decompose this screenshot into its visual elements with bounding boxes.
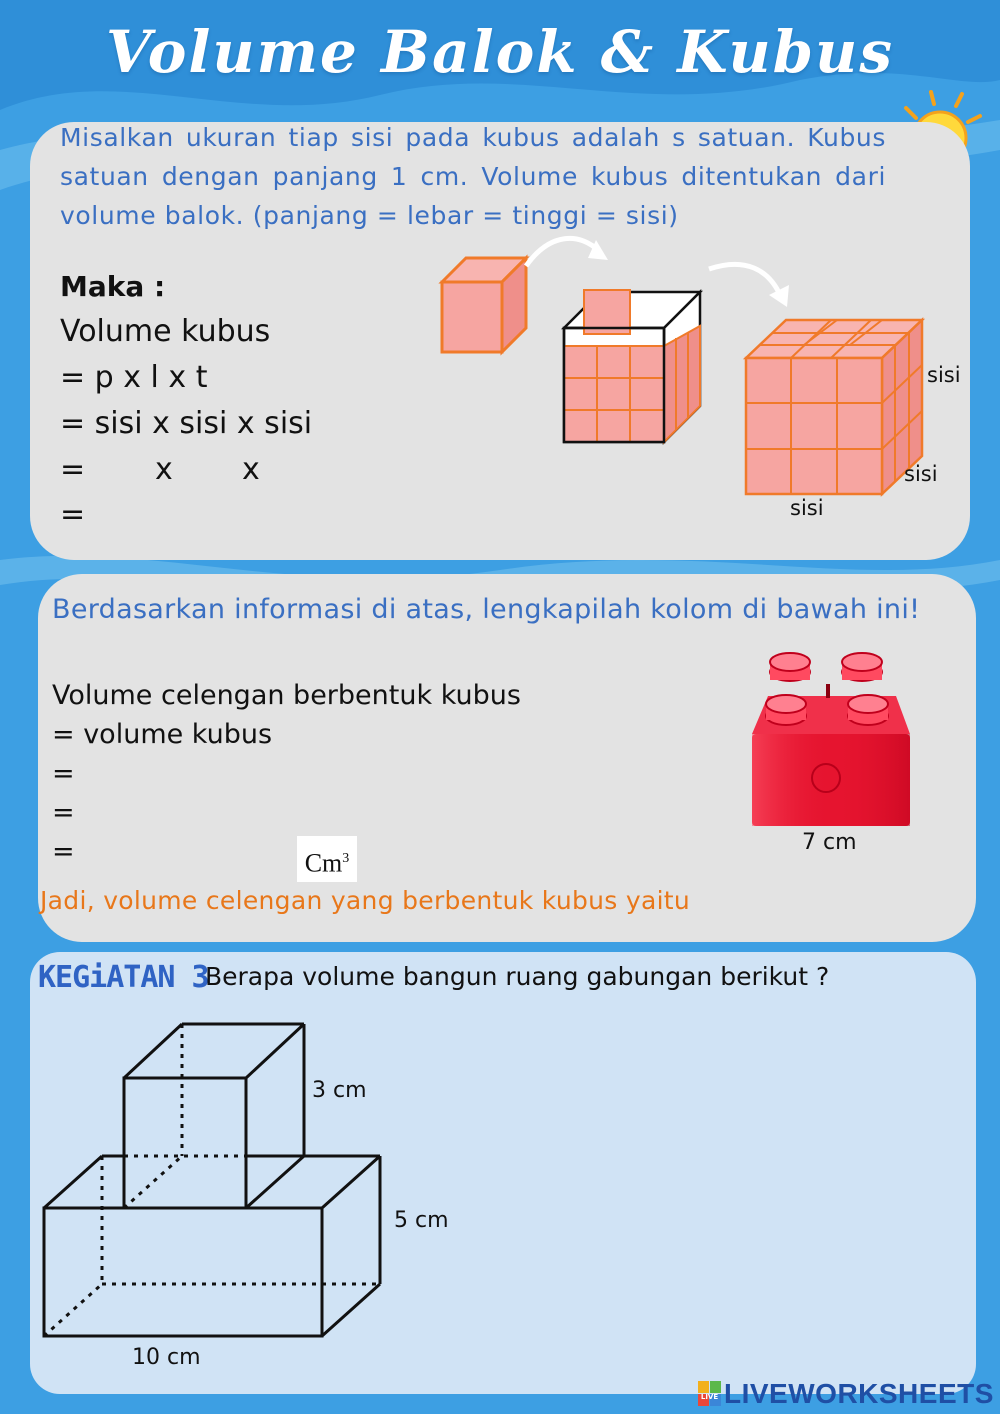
dim-box-height: 5 cm — [394, 1208, 449, 1233]
unit-text: Cm — [304, 848, 343, 878]
dim-box-length: 10 cm — [132, 1345, 201, 1370]
answer-line-2: = volume kubus — [52, 719, 273, 750]
full-cube-illustration — [742, 316, 927, 501]
formula-line-5: = — [60, 497, 86, 532]
cube-label-bottom: sisi — [790, 496, 824, 520]
arrow-icon-2 — [705, 255, 795, 310]
answer-line-5: = — [52, 836, 75, 867]
brand-badge-text: LIVE — [700, 1393, 719, 1401]
page-title: Volume Balok & Kubus — [106, 18, 894, 86]
composite-solid-illustration — [40, 1020, 390, 1342]
times-symbol-2: x — [242, 452, 260, 487]
times-symbol-1: x — [155, 452, 173, 487]
unit-answer-box[interactable] — [297, 836, 357, 882]
intro-text: Misalkan ukuran tiap sisi pada kubus adalah s satuan. Kubus satuan dengan panjang 1 cm. Volume kubus ditentukan dari volume balok. (panjang = lebar = tinggi = sisi) — [60, 123, 886, 230]
formula-line-4: = — [60, 452, 86, 487]
answer-line-3: = — [52, 758, 75, 789]
piggybank-illustration — [746, 650, 916, 830]
formula-line-2: = p x l x t — [60, 360, 208, 395]
activity-label: KEGiATAN 3 — [38, 960, 209, 995]
partial-cube-illustration — [560, 286, 705, 451]
brand-logo[interactable] — [698, 1378, 994, 1410]
brand-name: LIVEWORKSHEETS — [724, 1378, 994, 1409]
answer-line-4: = — [52, 797, 75, 828]
conclusion-text: Jadi, volume celengan yang berbentuk kubus yaitu — [40, 886, 691, 915]
piggybank-size-label: 7 cm — [802, 830, 857, 855]
formula-line-1: Volume kubus — [60, 314, 271, 349]
brand-badge-icon — [698, 1379, 724, 1409]
activity-question: Berapa volume bangun ruang gabungan berikut ? — [205, 962, 830, 991]
maka-label: Maka : — [60, 270, 166, 303]
dim-cube-side: 3 cm — [312, 1078, 367, 1103]
cube-label-right: sisi — [927, 363, 961, 387]
exercise-heading: Berdasarkan informasi di atas, lengkapilah kolom di bawah ini! — [52, 594, 921, 625]
arrow-icon-1 — [520, 226, 610, 276]
unit-exponent: 3 — [342, 851, 350, 866]
answer-line-1: Volume celengan berbentuk kubus — [52, 680, 521, 711]
cube-label-depth: sisi — [904, 462, 938, 486]
formula-line-3: = sisi x sisi x sisi — [60, 406, 313, 441]
